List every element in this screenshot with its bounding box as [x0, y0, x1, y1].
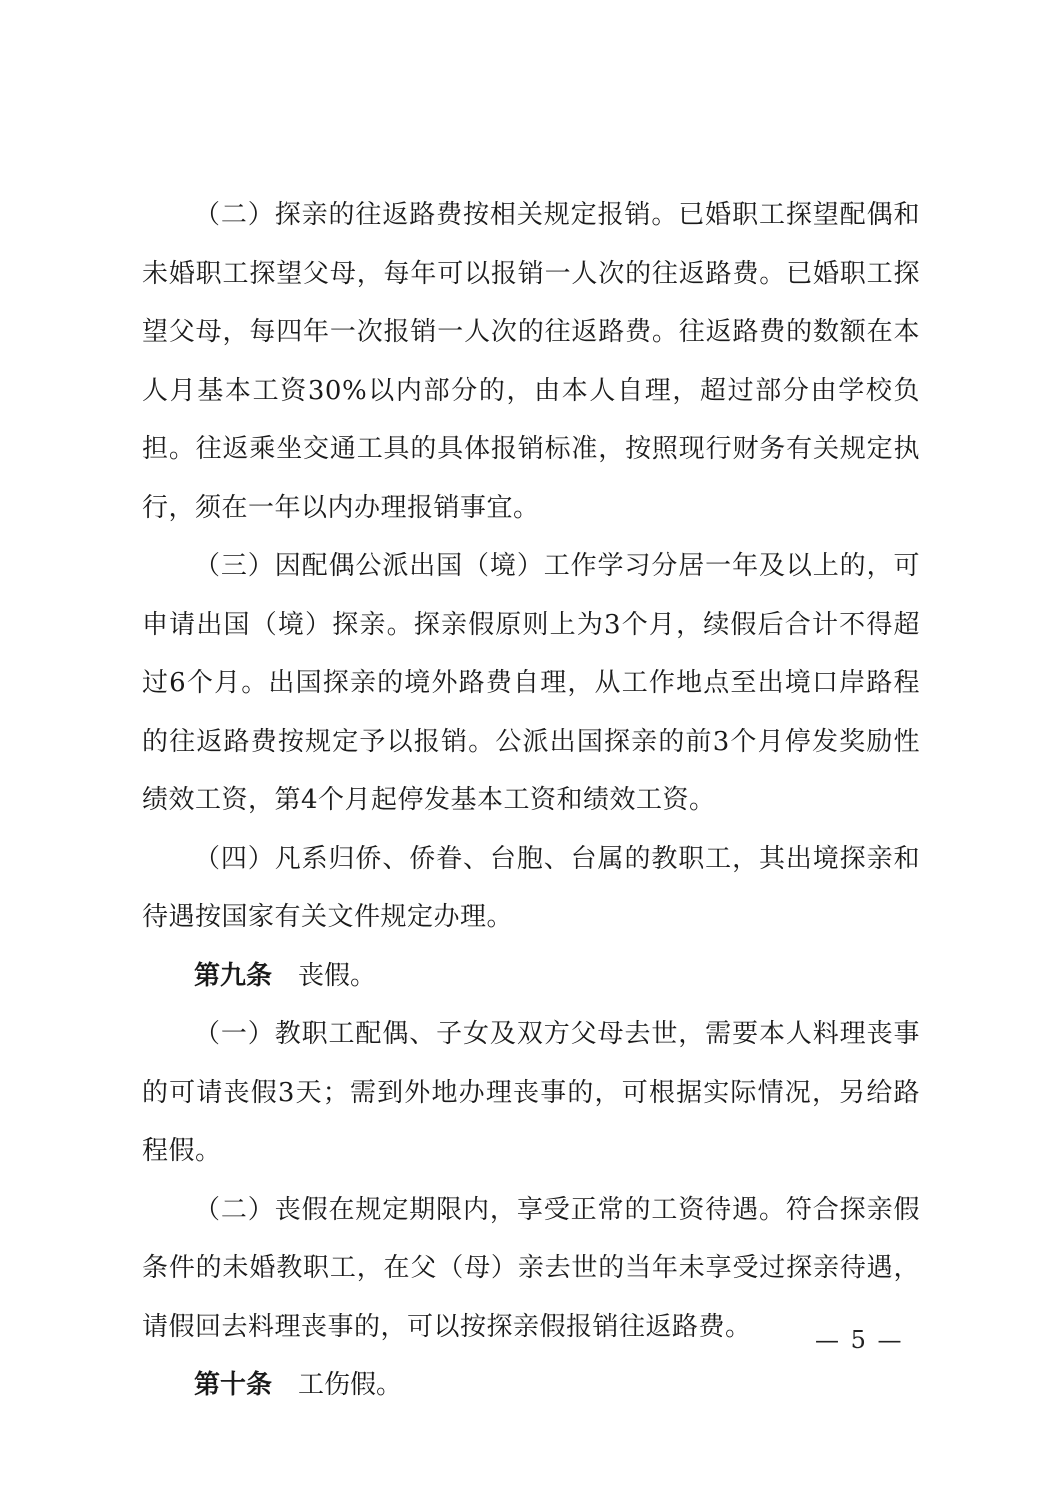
paragraph-travel-expense: （二）探亲的往返路费按相关规定报销。已婚职工探望配偶和未婚职工探望父母，每年可以报销一人次的往返路费。已婚职工探望父母，每四年一次报销一人次的往返路费。往返路费的数额在本人月基本工资30%以内部分的，由本人自理，超过部分由学校负担。往返乘坐交通工具的具体报销标准，按照现行财务有关规定执行，须在一年以内办理报销事宜。: [142, 200, 920, 523]
article-9-label: 第九条: [194, 960, 273, 991]
page-number: — 5 —: [815, 1326, 904, 1354]
article-10-label: 第十条: [194, 1370, 273, 1400]
paragraph-bereavement-pay: （二）丧假在规定期限内，享受正常的工资待遇。符合探亲假条件的未婚教职工，在父（母）亲去世的当年未享受过探亲待遇，请假回去料理丧事的，可以按探亲假报销往返路费。: [142, 1194, 920, 1342]
article-10-heading: [142, 1356, 920, 1415]
article-9-title: 丧假。: [298, 960, 377, 991]
paragraph-overseas-visit: （三）因配偶公派出国（境）工作学习分居一年及以上的，可申请出国（境）探亲。探亲假原则上为3个月，续假后合计不得超过6个月。出国探亲的境外路费自理，从工作地点至出境口岸路程的往返路费按规定予以报销。公派出国探亲的前3个月停发奖励性绩效工资，第4个月起停发基本工资和绩效工资。: [142, 551, 920, 815]
article-9-heading: [142, 947, 920, 1006]
paragraph-overseas-chinese: （四）凡系归侨、侨眷、台胞、台属的教职工，其出境探亲和待遇按国家有关文件规定办理。: [142, 843, 920, 932]
paragraph-bereavement-leave: （一）教职工配偶、子女及双方父母去世，需要本人料理丧事的可请丧假3天；需到外地办理丧事的，可根据实际情况，另给路程假。: [142, 1019, 920, 1166]
document-body: [142, 186, 920, 1415]
article-10-title: 工伤假。: [298, 1370, 403, 1400]
